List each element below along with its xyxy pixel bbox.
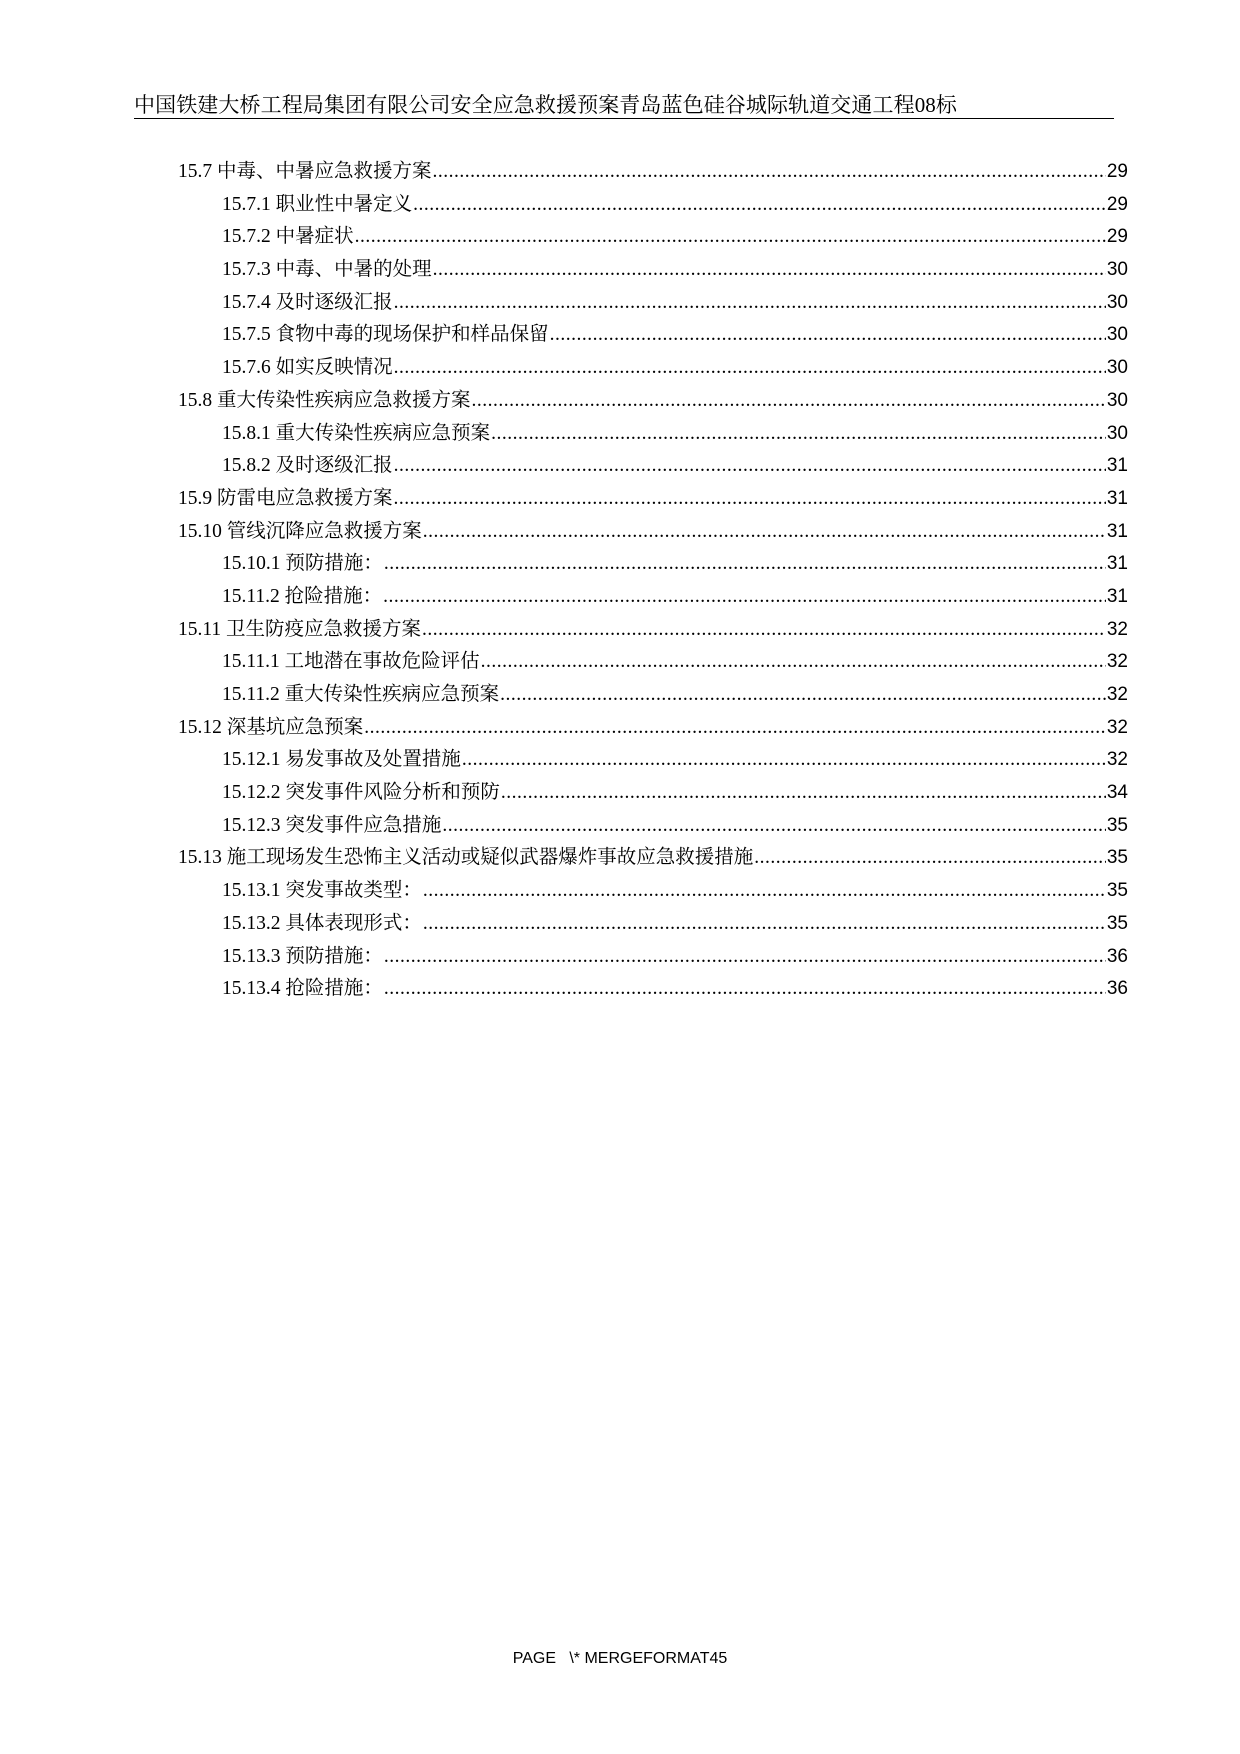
- toc-entry[interactable]: [222, 973, 1128, 1006]
- toc-entry-label: 15.11.2 抢险措施：: [222, 585, 383, 607]
- toc-entry[interactable]: [222, 777, 1128, 810]
- toc-entry-label: 15.7.2 中暑症状: [222, 226, 354, 248]
- toc-leader-dots: [384, 548, 1106, 581]
- toc-entry-page: 29: [1106, 193, 1128, 215]
- toc-entry[interactable]: [178, 614, 1128, 647]
- toc-entry-label: 15.12.1 易发事故及处置措施: [222, 749, 461, 771]
- toc-entry[interactable]: [222, 418, 1128, 451]
- toc-entry[interactable]: [222, 581, 1128, 614]
- table-of-contents: [0, 156, 1240, 1006]
- toc-leader-dots: [423, 516, 1106, 549]
- page-header: [134, 86, 1114, 119]
- toc-entry-label: 15.11.1 工地潜在事故危险评估: [222, 651, 480, 673]
- toc-entry-label: 15.7.6 如实反映情况: [222, 357, 393, 379]
- toc-entry-page: 31: [1106, 520, 1128, 542]
- toc-entry[interactable]: [222, 810, 1128, 843]
- toc-leader-dots: [462, 744, 1106, 777]
- toc-entry-label: 15.11 卫生防疫应急救援方案: [178, 618, 422, 640]
- toc-leader-dots: [481, 646, 1106, 679]
- toc-entry[interactable]: [222, 646, 1128, 679]
- toc-entry-page: 30: [1106, 389, 1128, 411]
- toc-entry-page: 30: [1106, 259, 1128, 281]
- toc-entry-label: 15.12.3 突发事件应急措施: [222, 814, 442, 836]
- toc-leader-dots: [754, 842, 1106, 875]
- toc-entry-label: 15.13.3 预防措施：: [222, 945, 383, 967]
- toc-leader-dots: [491, 418, 1106, 451]
- toc-entry[interactable]: [222, 221, 1128, 254]
- toc-entry-page: 35: [1106, 912, 1128, 934]
- toc-leader-dots: [423, 875, 1106, 908]
- toc-entry[interactable]: [178, 516, 1128, 549]
- toc-entry-page: 34: [1106, 782, 1128, 804]
- toc-entry-page: 35: [1106, 880, 1128, 902]
- toc-entry-label: 15.13.4 抢险措施：: [222, 978, 383, 1000]
- toc-entry-label: 15.9 防雷电应急救援方案: [178, 487, 393, 509]
- toc-entry-page: 36: [1106, 978, 1128, 1000]
- page-footer: PAGE \* MERGEFORMAT45: [512, 1650, 728, 1667]
- toc-entry-label: 15.8.2 及时逐级汇报: [222, 455, 393, 477]
- toc-entry-page: 31: [1106, 553, 1128, 575]
- toc-leader-dots: [394, 483, 1106, 516]
- toc-entry-label: 15.12.2 突发事件风险分析和预防: [222, 782, 500, 804]
- toc-entry-page: 35: [1106, 847, 1128, 869]
- toc-entry[interactable]: [222, 319, 1128, 352]
- toc-entry[interactable]: [178, 712, 1128, 745]
- toc-entry-label: 15.13 施工现场发生恐怖主义活动或疑似武器爆炸事故应急救援措施: [178, 847, 754, 869]
- toc-entry-label: 15.8.1 重大传染性疾病应急预案: [222, 422, 491, 444]
- toc-entry-label: 15.10 管线沉降应急救援方案: [178, 520, 422, 542]
- toc-leader-dots: [423, 908, 1106, 941]
- toc-leader-dots: [433, 254, 1106, 287]
- toc-entry[interactable]: [222, 744, 1128, 777]
- toc-entry-label: 15.7.4 及时逐级汇报: [222, 291, 393, 313]
- toc-leader-dots: [433, 156, 1106, 189]
- toc-entry-label: 15.13.2 具体表现形式：: [222, 912, 422, 934]
- toc-leader-dots: [394, 352, 1106, 385]
- toc-entry-page: 32: [1106, 749, 1128, 771]
- toc-entry[interactable]: [222, 548, 1128, 581]
- toc-entry[interactable]: [222, 352, 1128, 385]
- toc-leader-dots: [384, 941, 1106, 974]
- toc-entry-label: 15.11.2 重大传染性疾病应急预案: [222, 684, 500, 705]
- toc-entry[interactable]: [222, 941, 1128, 974]
- toc-entry-page: 30: [1106, 357, 1128, 379]
- toc-entry-label: 15.12 深基坑应急预案: [178, 716, 364, 738]
- toc-entry-page: 30: [1106, 324, 1128, 346]
- toc-entry-page: 32: [1106, 684, 1128, 705]
- toc-entry[interactable]: [222, 254, 1128, 287]
- toc-entry[interactable]: [178, 156, 1128, 189]
- toc-leader-dots: [364, 712, 1106, 745]
- toc-entry-page: 32: [1106, 716, 1128, 738]
- toc-leader-dots: [550, 319, 1106, 352]
- toc-leader-dots: [394, 287, 1106, 320]
- toc-leader-dots: [413, 189, 1106, 222]
- toc-leader-dots: [383, 581, 1106, 614]
- toc-entry-label: 15.7.3 中毒、中暑的处理: [222, 259, 432, 281]
- toc-entry-label: 15.7 中毒、中暑应急救援方案: [178, 161, 432, 182]
- toc-entry[interactable]: [222, 875, 1128, 908]
- toc-leader-dots: [472, 385, 1106, 418]
- header-title: 中国铁建大桥工程局集团有限公司安全应急救援预案青岛蓝色硅谷城际轨道交通工程08标: [134, 93, 957, 117]
- toc-leader-dots: [422, 614, 1106, 647]
- toc-entry-page: 32: [1106, 618, 1128, 640]
- toc-entry-label: 15.8 重大传染性疾病应急救援方案: [178, 389, 471, 411]
- toc-entry[interactable]: [178, 842, 1128, 875]
- toc-entry-page: 35: [1106, 814, 1128, 836]
- toc-leader-dots: [501, 777, 1106, 810]
- toc-entry-page: 31: [1106, 455, 1128, 477]
- toc-entry-page: 31: [1106, 585, 1128, 607]
- toc-leader-dots: [394, 450, 1106, 483]
- toc-leader-dots: [384, 973, 1106, 1006]
- toc-leader-dots: [442, 810, 1105, 843]
- toc-leader-dots: [500, 679, 1106, 712]
- toc-entry-page: 31: [1106, 487, 1128, 509]
- toc-entry-page: 30: [1106, 422, 1128, 444]
- toc-entry[interactable]: [222, 679, 1128, 712]
- toc-entry[interactable]: [178, 385, 1128, 418]
- toc-entry-page: 32: [1106, 651, 1128, 673]
- toc-entry-page: 29: [1106, 161, 1128, 182]
- toc-leader-dots: [355, 221, 1106, 254]
- toc-entry[interactable]: [222, 908, 1128, 941]
- toc-entry-label: 15.7.5 食物中毒的现场保护和样品保留: [222, 324, 549, 346]
- toc-entry-page: 30: [1106, 291, 1128, 313]
- toc-entry-page: 36: [1106, 945, 1128, 967]
- toc-entry[interactable]: [222, 450, 1128, 483]
- toc-entry[interactable]: [222, 287, 1128, 320]
- toc-entry-label: 15.7.1 职业性中暑定义: [222, 193, 413, 215]
- toc-entry-page: 29: [1106, 226, 1128, 248]
- toc-entry-label: 15.13.1 突发事故类型：: [222, 880, 422, 902]
- toc-entry-label: 15.10.1 预防措施：: [222, 553, 383, 575]
- toc-entry[interactable]: [222, 189, 1128, 222]
- toc-entry[interactable]: [178, 483, 1128, 516]
